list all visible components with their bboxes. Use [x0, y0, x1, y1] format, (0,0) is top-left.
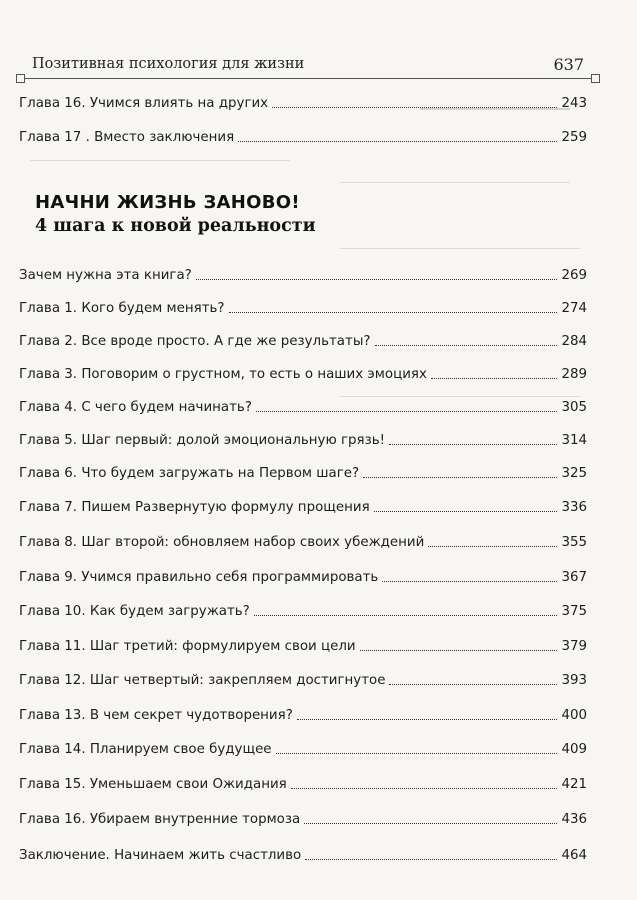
toc-entry-page: 284 [561, 334, 587, 349]
header-rule [24, 78, 592, 79]
toc-dot-leader [229, 312, 558, 313]
toc-entry-label: Заключение. Начинаем жить счастливо [19, 848, 302, 863]
toc-entry [19, 262, 587, 284]
toc-entry [19, 598, 587, 620]
toc-dot-leader [291, 788, 558, 789]
running-header-title: Позитивная психология для жизни [32, 56, 305, 72]
toc-entry-label: Глава 6. Что будем загружать на Первом шаге? [19, 466, 360, 481]
toc-entry-label: Глава 3. Поговорим о грустном, то есть о наших эмоциях [19, 367, 427, 382]
toc-dot-leader [272, 107, 557, 108]
toc-entry-label: Глава 9. Учимся правильно себя программировать [19, 570, 379, 585]
toc-entry [19, 494, 587, 516]
toc-entry [19, 771, 587, 793]
running-header [18, 52, 598, 82]
toc-dot-leader [431, 378, 558, 379]
toc-entry [19, 842, 587, 864]
toc-entry [19, 460, 587, 482]
toc-entry [19, 361, 587, 383]
toc-entry-page: 325 [561, 466, 587, 481]
toc-entry-page: 243 [561, 96, 587, 111]
toc-entry [19, 328, 587, 350]
toc-entry-label: Глава 8. Шаг второй: обновляем набор своих убеждений [19, 535, 425, 550]
toc-entry-page: 289 [561, 367, 587, 382]
toc-entry-label: Глава 15. Уменьшаем свои Ожидания [19, 777, 287, 792]
toc-entry-page: 367 [561, 570, 587, 585]
toc-dot-leader [382, 581, 557, 582]
toc-entry-page: 336 [561, 500, 587, 515]
toc-entry [19, 124, 587, 146]
toc-dot-leader [254, 615, 558, 616]
toc-entry-page: 269 [561, 268, 587, 283]
section-subtitle: 4 шага к новой реальности [35, 216, 316, 236]
toc-entry-page: 436 [561, 812, 587, 827]
toc-entry-label: Глава 14. Планируем свое будущее [19, 742, 272, 757]
toc-entry-label: Глава 2. Все вроде просто. А где же результаты? [19, 334, 371, 349]
toc-entry-page: 393 [561, 673, 587, 688]
toc-dot-leader [304, 823, 557, 824]
toc-dot-leader [389, 444, 557, 445]
toc-entry-label: Зачем нужна эта книга? [19, 268, 192, 283]
toc-dot-leader [360, 650, 558, 651]
toc-dot-leader [297, 719, 558, 720]
toc-entry [19, 667, 587, 689]
toc-entry-label: Глава 16. Учимся влиять на других [19, 96, 269, 111]
page-number: 637 [553, 55, 584, 74]
toc-entry [19, 90, 587, 112]
toc-entry-page: 409 [561, 742, 587, 757]
toc-dot-leader [238, 141, 557, 142]
toc-dot-leader [375, 345, 558, 346]
toc-entry [19, 295, 587, 317]
toc-dot-leader [363, 477, 557, 478]
toc-entry-label: Глава 5. Шаг первый: долой эмоциональную грязь! [19, 433, 385, 448]
toc-entry-page: 305 [561, 400, 587, 415]
section-title: НАЧНИ ЖИЗНЬ ЗАНОВО! [35, 192, 300, 213]
toc-entry-page: 421 [561, 777, 587, 792]
toc-dot-leader [428, 546, 557, 547]
toc-entry-label: Глава 12. Шаг четвертый: закрепляем достигнутое [19, 673, 386, 688]
toc-dot-leader [389, 684, 557, 685]
bleed-through-mark [30, 160, 290, 161]
toc-entry-page: 259 [561, 130, 587, 145]
toc-entry-label: Глава 1. Кого будем менять? [19, 301, 225, 316]
toc-entry-page: 464 [561, 848, 587, 863]
toc-entry-page: 274 [561, 301, 587, 316]
toc-entry-page: 375 [561, 604, 587, 619]
toc-entry-label: Глава 10. Как будем загружать? [19, 604, 250, 619]
toc-entry [19, 564, 587, 586]
toc-entry [19, 529, 587, 551]
toc-entry-page: 314 [561, 433, 587, 448]
toc-entry [19, 633, 587, 655]
toc-entry-page: 400 [561, 708, 587, 723]
header-rule-left-square [16, 74, 25, 83]
toc-entry [19, 702, 587, 724]
toc-entry-label: Глава 17 . Вместо заключения [19, 130, 235, 145]
toc-entry [19, 806, 587, 828]
toc-entry-page: 379 [561, 639, 587, 654]
toc-entry-label: Глава 16. Убираем внутренние тормоза [19, 812, 301, 827]
toc-entry [19, 394, 587, 416]
toc-dot-leader [256, 411, 558, 412]
toc-entry [19, 427, 587, 449]
toc-entry-label: Глава 4. С чего будем начинать? [19, 400, 252, 415]
toc-dot-leader [374, 511, 558, 512]
toc-entry-label: Глава 11. Шаг третий: формулируем свои цели [19, 639, 356, 654]
toc-dot-leader [196, 279, 558, 280]
toc-dot-leader [276, 753, 558, 754]
bleed-through-mark [340, 248, 580, 249]
header-rule-right-square [591, 74, 600, 83]
toc-dot-leader [305, 859, 557, 860]
toc-entry-label: Глава 7. Пишем Развернутую формулу прощения [19, 500, 370, 515]
toc-entry-page: 355 [561, 535, 587, 550]
toc-entry-label: Глава 13. В чем секрет чудотворения? [19, 708, 293, 723]
toc-entry [19, 736, 587, 758]
bleed-through-mark [340, 182, 570, 183]
